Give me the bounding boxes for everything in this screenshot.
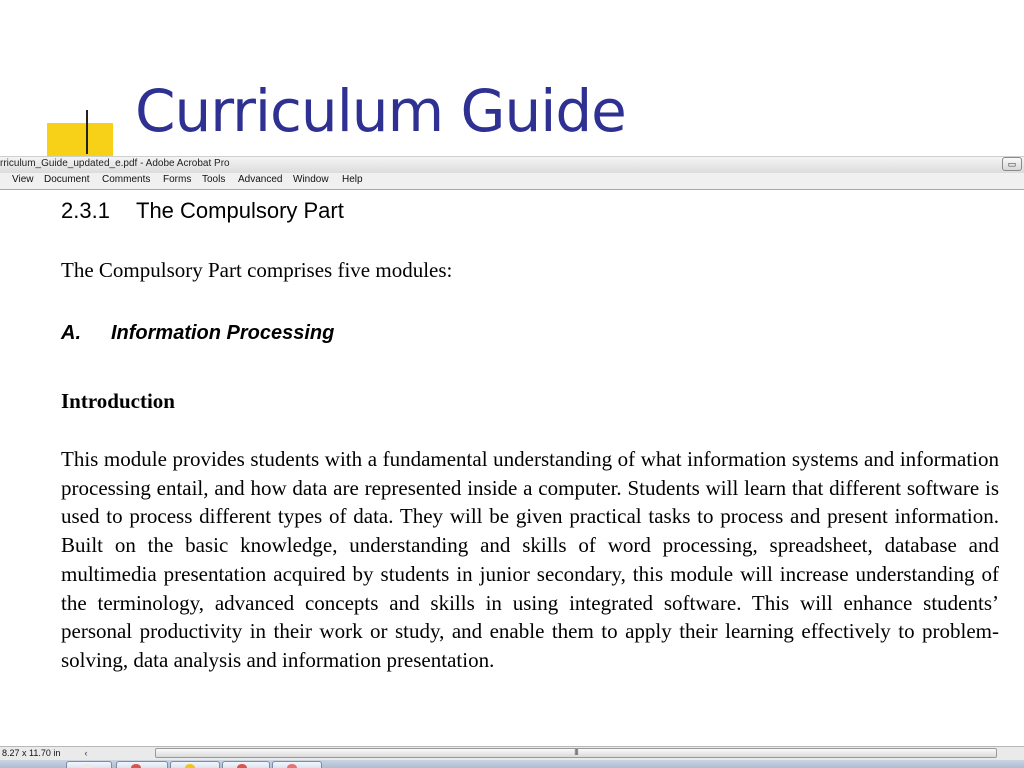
- restore-icon: ▭: [1007, 159, 1017, 169]
- menu-document[interactable]: Document: [44, 174, 90, 185]
- app-icon: [287, 764, 297, 768]
- page-size-label: 8.27 x 11.70 in: [2, 748, 61, 758]
- section-number: 2.3.1: [61, 198, 110, 223]
- taskbar-button-1[interactable]: [66, 761, 112, 768]
- taskbar: [0, 760, 1024, 768]
- module-title: Information Processing: [111, 322, 335, 344]
- introduction-heading: Introduction: [61, 389, 175, 413]
- window-titlebar: [0, 156, 1024, 173]
- accent-square: [47, 123, 113, 157]
- menu-advanced[interactable]: Advanced: [238, 174, 283, 185]
- menu-bar: [0, 173, 1024, 190]
- module-letter: A.: [61, 322, 81, 344]
- horizontal-scrollbar[interactable]: [155, 748, 997, 758]
- status-bar: [0, 746, 1024, 761]
- menu-view[interactable]: View: [12, 174, 34, 185]
- taskbar-button-2[interactable]: [116, 761, 168, 768]
- app-icon: [131, 764, 141, 768]
- taskbar-button-5[interactable]: [272, 761, 322, 768]
- menu-tools[interactable]: Tools: [202, 174, 226, 185]
- introduction-paragraph: This module provides students with a fundamental understanding of what information systems and information processing entail, and how data are represented inside a computer. Students will learn that different software is used to process different types of data. They will be given practical tasks to process and present information. Built on the basic knowledge, understanding and skills of word processing, spreadsheet, database and multimedia presentation acquired by students in junior secondary, this module will increase understanding of the terminology, advanced concepts and skills in using integrated software. This will enhance students’ personal productivity in their work or study, and enable them to apply their learning effectively to problem-solving, data analysis and information presentation.: [61, 447, 999, 672]
- scroll-left-button[interactable]: ‹: [84, 748, 88, 758]
- accent-bar: [86, 110, 88, 154]
- menu-window[interactable]: Window: [293, 174, 329, 185]
- app-icon: [185, 764, 195, 768]
- lead-sentence: The Compulsory Part comprises five modules:: [61, 258, 453, 282]
- slide-title: Curriculum Guide: [135, 77, 626, 145]
- module-heading: [61, 322, 334, 345]
- taskbar-button-3[interactable]: [170, 761, 220, 768]
- scroll-grip-icon: III: [574, 748, 578, 757]
- app-icon: [81, 764, 91, 768]
- section-title: The Compulsory Part: [136, 198, 344, 223]
- app-icon: [237, 764, 247, 768]
- section-heading: [61, 198, 344, 224]
- menu-forms[interactable]: Forms: [163, 174, 192, 185]
- menu-comments[interactable]: Comments: [102, 174, 151, 185]
- window-title: rriculum_Guide_updated_e.pdf - Adobe Acrobat Pro: [0, 158, 230, 169]
- taskbar-button-4[interactable]: [222, 761, 270, 768]
- restore-button[interactable]: [1002, 157, 1022, 171]
- menu-help[interactable]: Help: [342, 174, 363, 185]
